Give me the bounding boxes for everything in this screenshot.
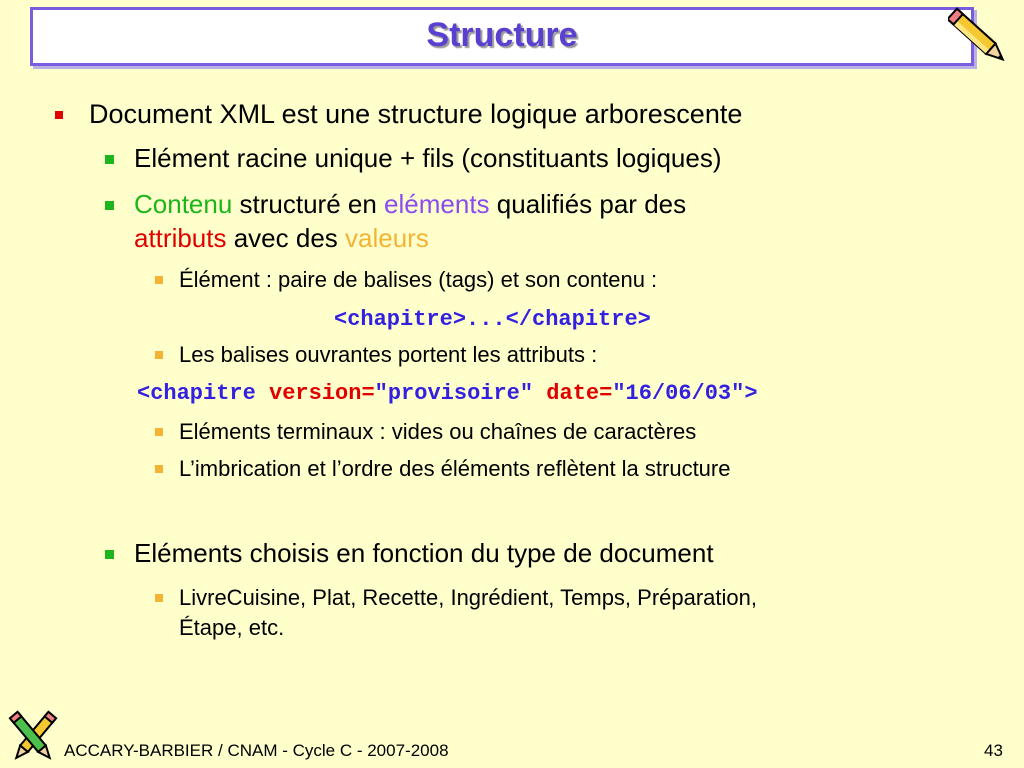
- bullet-l3-opening-tags: Les balises ouvrantes portent les attributs :: [179, 342, 598, 367]
- code-fragment: version=: [269, 381, 375, 406]
- bullet-l3-examples-cont: Étape, etc.: [179, 615, 285, 640]
- text-fragment: avec des: [226, 223, 346, 253]
- keyword-valeurs: valeurs: [345, 223, 429, 253]
- bullet-marker: [155, 428, 163, 436]
- code-fragment: date=: [533, 381, 613, 406]
- footer-credit: ACCARY-BARBIER / CNAM - Cycle C - 2007-2008: [64, 741, 449, 760]
- text-fragment: qualifiés par des: [489, 189, 687, 219]
- bullet-marker: [155, 351, 163, 359]
- pencils-icon: [2, 708, 64, 768]
- code-fragment: "provisoire": [374, 381, 534, 406]
- bullet-marker: [105, 550, 114, 559]
- bullet-l2-content-cont: [134, 223, 429, 254]
- text-fragment: structuré en: [232, 189, 385, 219]
- bullet-marker: [55, 111, 63, 119]
- bullet-l2-root-element: Elément racine unique + fils (constituants logiques): [134, 143, 722, 173]
- bullet-l3-examples: LivreCuisine, Plat, Recette, Ingrédient, Temps, Préparation,: [179, 585, 758, 610]
- bullet-marker: [105, 201, 114, 210]
- bullet-marker: [155, 276, 163, 284]
- bullet-l1-xml-structure: Document XML est une structure logique arborescente: [89, 99, 743, 129]
- bullet-l3-terminal-elements: Eléments terminaux : vides ou chaînes de caractères: [179, 419, 697, 444]
- bullet-l2-content: [134, 189, 686, 220]
- pencil-icon: [948, 2, 1010, 74]
- page-number: 43: [984, 741, 1003, 760]
- code-fragment: "16/06/03": [612, 381, 745, 406]
- bullet-marker: [155, 465, 163, 473]
- code-fragment: >: [744, 381, 758, 406]
- bullet-l3-element-pair: Élément : paire de balises (tags) et son contenu :: [179, 267, 658, 292]
- code-chapitre-tags: <chapitre>...</chapitre>: [334, 307, 651, 332]
- keyword-contenu: Contenu: [134, 189, 233, 219]
- keyword-attributs: attributs: [134, 223, 227, 253]
- keyword-elements: eléments: [384, 189, 490, 219]
- bullet-marker: [105, 155, 114, 164]
- slide-title: Structure: [426, 16, 578, 54]
- code-fragment: <chapitre: [137, 381, 270, 406]
- bullet-marker: [155, 594, 163, 602]
- bullet-l3-nesting-order: L’imbrication et l’ordre des éléments reflètent la structure: [179, 456, 731, 481]
- bullet-l2-chosen-elements: Eléments choisis en fonction du type de document: [134, 538, 714, 568]
- title-box: [30, 7, 974, 66]
- code-chapitre-attributes: [137, 381, 758, 406]
